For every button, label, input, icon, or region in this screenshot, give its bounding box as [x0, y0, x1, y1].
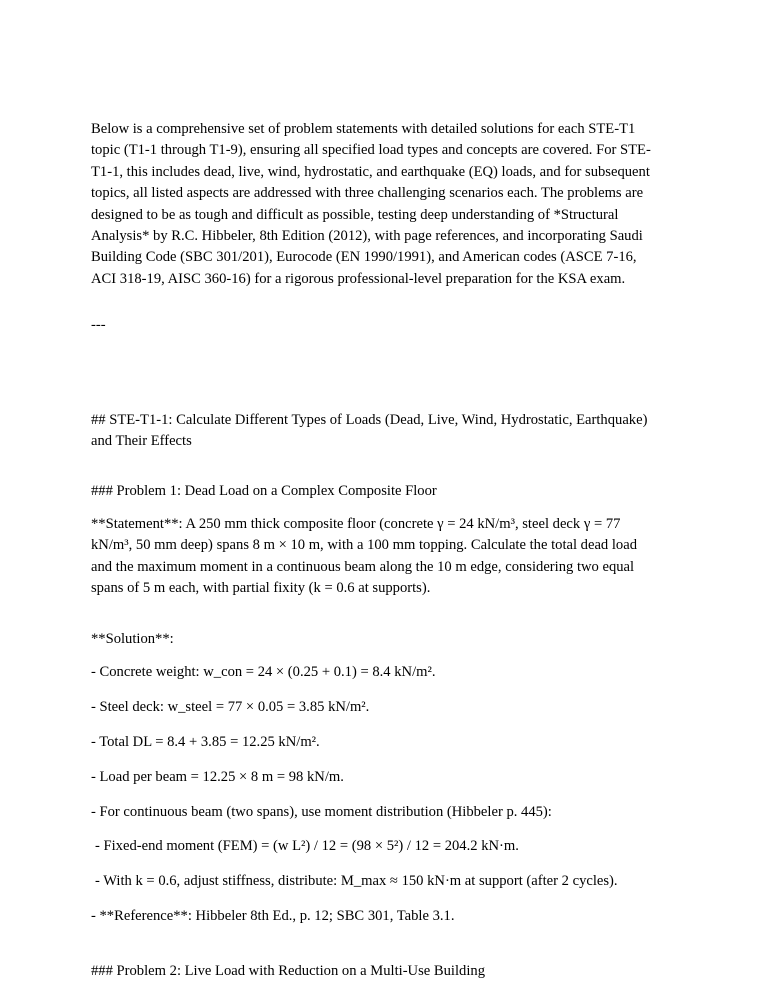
text-line: - With k = 0.6, adjust stiffness, distribute: M_max ≈ 150 kN·m at support (after 2 cycles).	[95, 873, 618, 889]
separator-text: ---	[91, 317, 106, 333]
solution-step	[91, 802, 691, 823]
text-line: - Load per beam = 12.25 × 8 m = 98 kN/m.	[91, 769, 344, 785]
solution-step	[91, 662, 691, 683]
problem1-solution-label	[91, 629, 691, 650]
text-line: Analysis* by R.C. Hibbeler, 8th Edition (2012), with page references, and incorporating Saudi	[91, 228, 643, 245]
text-line: Building Code (SBC 301/201), Eurocode (EN 1990/1991), and American codes (ASCE 7-16,	[91, 249, 637, 266]
solution-substep	[91, 871, 691, 892]
text-line: spans of 5 m each, with partial fixity (k = 0.6 at supports).	[91, 580, 431, 597]
text-line: and the maximum moment in a continuous beam along the 10 m edge, considering two equal	[91, 558, 635, 575]
text-line: topic (T1-1 through T1-9), ensuring all specified load types and concepts are covered. For STE-	[91, 142, 651, 159]
text-line: designed to be as tough and difficult as possible, testing deep understanding of *Structural	[91, 206, 619, 223]
solution-substep	[91, 836, 691, 857]
solution-step	[91, 732, 691, 753]
text-line: - Concrete weight: w_con = 24 × (0.25 + 0.1) = 8.4 kN/m².	[91, 664, 436, 680]
section-heading	[91, 410, 691, 453]
solution-step	[91, 767, 691, 788]
intro-paragraph	[91, 119, 691, 290]
solution-reference	[91, 906, 691, 927]
text-line: - Fixed-end moment (FEM) = (w L²) / 12 = (98 × 5²) / 12 = 204.2 kN·m.	[95, 838, 519, 854]
text-line: and Their Effects	[91, 433, 192, 450]
text-line: T1-1, this includes dead, live, wind, hydrostatic, and earthquake (EQ) loads, and for subsequent	[91, 163, 650, 180]
text-line: ACI 318-19, AISC 360-16) for a rigorous professional-level preparation for the KSA exam.	[91, 270, 626, 287]
text-line: ### Problem 1: Dead Load on a Complex Composite Floor	[91, 483, 437, 499]
text-line: ### Problem 2: Live Load with Reduction on a Multi-Use Building	[91, 963, 485, 979]
solution-step	[91, 697, 691, 718]
text-line: **Solution**:	[91, 631, 174, 647]
text-line: Below is a comprehensive set of problem statements with detailed solutions for each STE-T1	[91, 121, 636, 137]
problem1-heading	[91, 481, 691, 502]
text-line: - **Reference**: Hibbeler 8th Ed., p. 12; SBC 301, Table 3.1.	[91, 908, 455, 924]
text-line: kN/m³, 50 mm deep) spans 8 m × 10 m, with a 100 mm topping. Calculate the total dead load	[91, 537, 637, 554]
problem2-heading	[91, 961, 691, 982]
problem1-statement	[91, 514, 691, 600]
text-line: - Steel deck: w_steel = 77 × 0.05 = 3.85 kN/m².	[91, 699, 370, 715]
text-line: - For continuous beam (two spans), use moment distribution (Hibbeler p. 445):	[91, 804, 552, 820]
text-line: ## STE-T1-1: Calculate Different Types of Loads (Dead, Live, Wind, Hydrostatic, Earthquake)	[91, 412, 648, 428]
text-line: - Total DL = 8.4 + 3.85 = 12.25 kN/m².	[91, 734, 320, 750]
separator-line	[91, 315, 691, 336]
text-line: topics, all listed aspects are addressed with three challenging scenarios each. The problems are	[91, 185, 644, 202]
text-line: **Statement**: A 250 mm thick composite floor (concrete γ = 24 kN/m³, steel deck γ = 77	[91, 516, 621, 532]
